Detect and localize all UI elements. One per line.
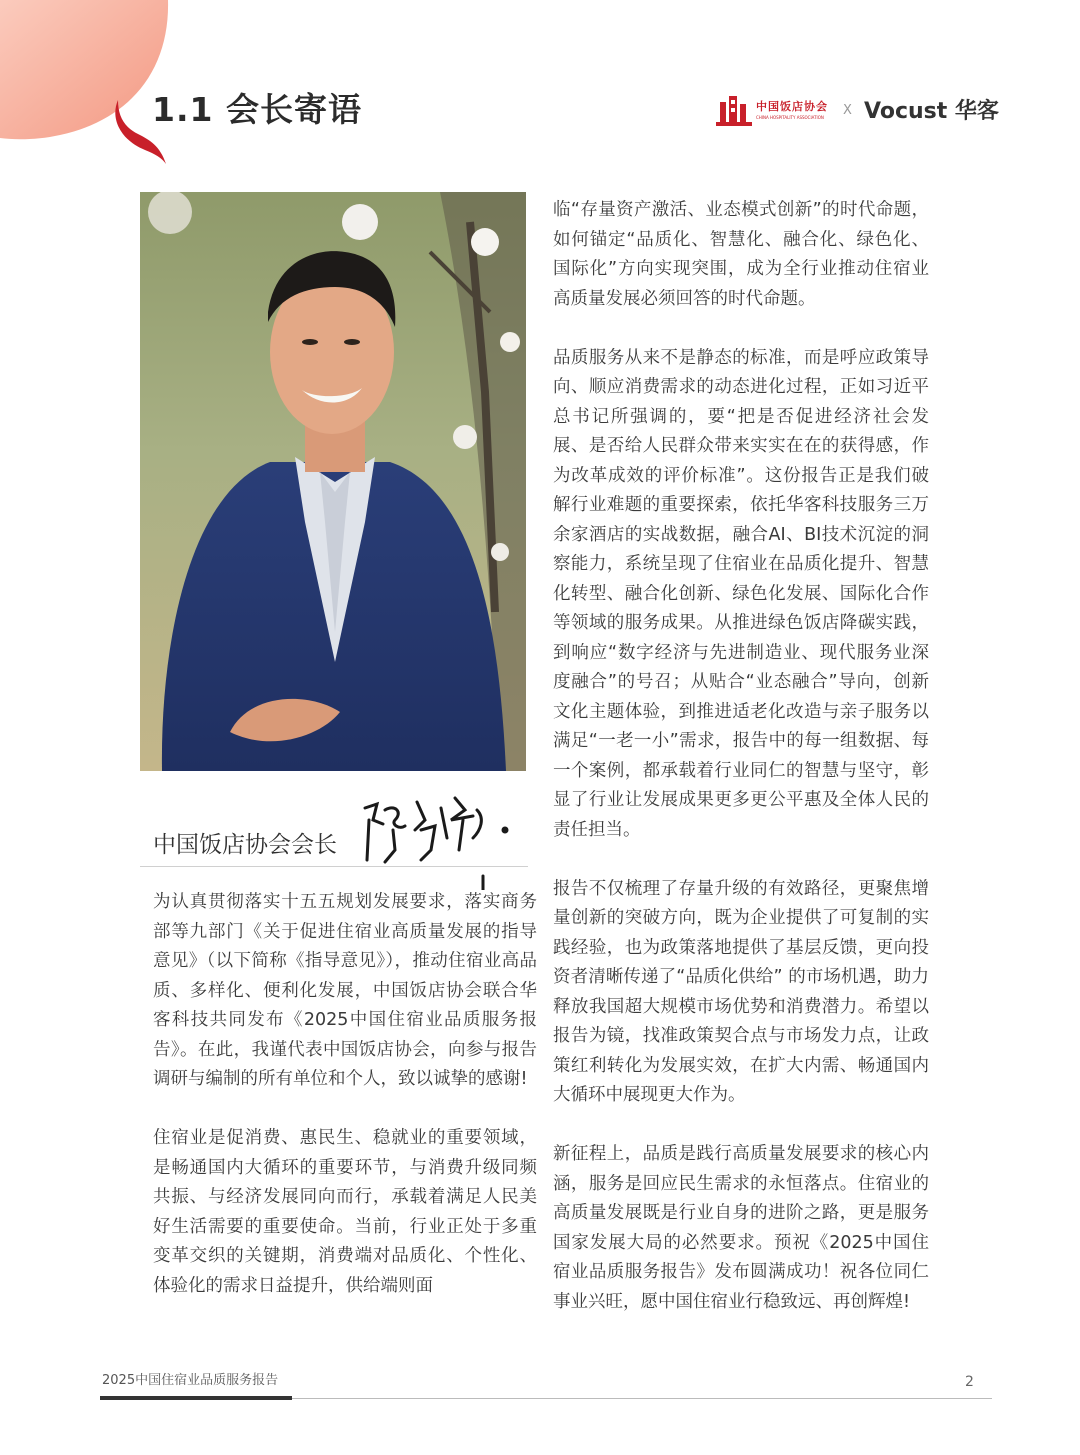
logo-separator: X: [843, 103, 852, 118]
paragraph: 为认真贯彻落实十五五规划发展要求，落实商务部等九部门《关于促进住宿业高质量发展的指导意见》（以下简称《指导意见》），推动住宿业高品质、多样化、便利化发展，中国饭店协会联合华客科技共同发布《2025中国住宿业品质服务报告》。在此，我谨代表中国饭店协会，向参与报告调研与编制的所有单位和个人，致以诚挚的感谢!: [153, 892, 537, 1089]
signature-icon: [355, 790, 515, 890]
right-column: [553, 196, 929, 1317]
partner-logos: [716, 92, 1006, 132]
footer-rule-accent: [100, 1396, 292, 1400]
cha-logo-english: CHINA HOSPITALITY ASSOCIATION: [756, 115, 824, 120]
cha-logo-name: 中国饭店协会: [756, 100, 828, 113]
page-number: 2: [965, 1374, 974, 1390]
paragraph: 报告不仅梳理了存量升级的有效路径，更聚焦增量创新的突破方向，既为企业提供了可复制的实践经验，也为政策落地提供了基层反馈，更向投资者清晰传递了“品质化供给” 的市场机遇，助力释放我国超大规模市场优势和消费潜力。希望以报告为镜，找准政策契合点与市场发力点，让政策红利转化为发展实效，在扩大内需、畅通国内大循环中展现更大作为。: [553, 878, 929, 1105]
portrait-photo: [140, 192, 526, 771]
paragraph: 新征程上，品质是践行高质量发展要求的核心内涵，服务是回应民生需求的永恒落点。住宿业的高质量发展既是行业自身的进阶之路，更是服务国家发展大局的必然要求。预祝《2025中国住宿业品质服务报告》发布圆满成功！祝各位同仁事业兴旺，愿中国住宿业行稳致远、再创辉煌!: [553, 1144, 929, 1312]
footer-rule: [292, 1398, 992, 1399]
paragraph: 临“存量资产激活、业态模式创新”的时代命题，如何锚定“品质化、智慧化、融合化、绿色化、国际化”方向实现突围，成为全行业推动住宿业高质量发展必须回答的时代命题。: [553, 200, 929, 309]
cha-logo-icon: [716, 92, 752, 128]
president-title: 中国饭店协会会长: [153, 832, 337, 858]
section-title: 1.1 会长寄语: [152, 90, 362, 129]
vocust-logo: Vocust 华客: [864, 99, 999, 124]
left-column: [153, 888, 537, 1301]
signature-divider: [140, 866, 528, 867]
paragraph: 品质服务从来不是静态的标准，而是呼应政策导向、顺应消费需求的动态进化过程，正如习近平总书记所强调的，要“把是否促进经济社会发展、是否给人民群众带来实实在在的获得感，作为改革成效的评价标准”。这份报告正是我们破解行业难题的重要探索，依托华客科技服务三万余家酒店的实战数据，融合AI、BI技术沉淀的洞察能力，系统呈现了住宿业在品质化提升、智慧化转型、融合化创新、绿色化发展、国际化合作等领域的服务成果。从推进绿色饭店降碳实践，到响应“数字经济与先进制造业、现代服务业深度融合”的号召；从贴合“业态融合”导向，创新文化主题体验，到推进适老化改造与亲子服务以满足“一老一小”需求，报告中的每一组数据、每一个案例，都承载着行业同仁的智慧与坚守，彰显了行业让发展成果更多更公平惠及全体人民的责任担当。: [553, 347, 929, 840]
paragraph: 住宿业是促消费、惠民生、稳就业的重要领域，是畅通国内大循环的重要环节，与消费升级同频共振、与经济发展同向而行，承载着满足人民美好生活需要的重要使命。当前，行业正处于多重变革交织的关键期，消费端对品质化、个性化、体验化的需求日益提升，供给端则面: [153, 1128, 537, 1296]
footer-report-name: 2025中国住宿业品质服务报告: [102, 1373, 279, 1388]
